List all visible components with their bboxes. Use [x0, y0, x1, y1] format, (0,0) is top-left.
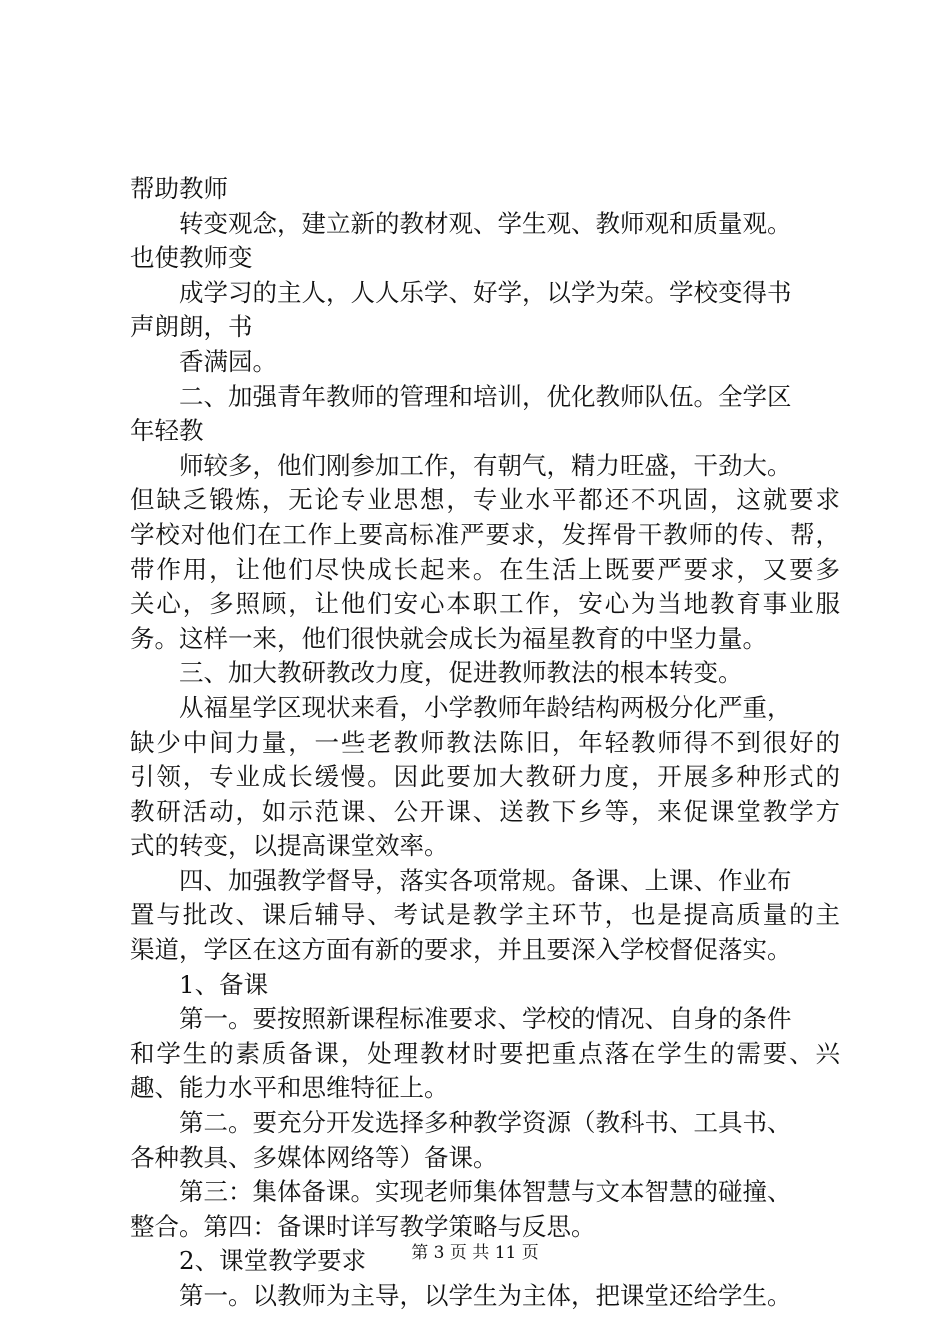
text-line: 渠道，学区在这方面有新的要求，并且要深入学校督促落实。 — [130, 935, 792, 965]
text-line: 年轻教 — [130, 416, 204, 446]
text-line: 1、备课 — [179, 969, 269, 999]
text-line: 整合。第四：备课时详写教学策略与反思。 — [130, 1211, 596, 1241]
text-line: 学校对他们在工作上要高标准严要求，发挥骨干教师的传、帮， — [130, 519, 840, 549]
text-line: 三、加大教研教改力度，促进教师教法的根本转变。 — [179, 658, 743, 688]
text-line: 各种教具、多媒体网络等）备课。 — [130, 1142, 498, 1172]
text-line: 务。这样一来，他们很快就会成长为福星教育的中坚力量。 — [130, 623, 767, 653]
text-line: 第一。以教师为主导，以学生为主体，把课堂还给学生。 — [179, 1281, 792, 1310]
text-line: 声朗朗，书 — [130, 312, 253, 342]
text-line: 师较多，他们刚参加工作，有朝气，精力旺盛，干劲大。 — [179, 450, 792, 480]
text-line: 趣、能力水平和思维特征上。 — [130, 1073, 449, 1103]
text-line: 四、加强教学督导，落实各项常规。备课、上课、作业布 — [179, 865, 792, 895]
text-line: 二、加强青年教师的管理和培训，优化教师队伍。全学区 — [179, 381, 792, 411]
text-line: 第二。要充分开发选择多种教学资源（教科书、工具书、 — [179, 1108, 792, 1138]
document-body — [130, 172, 840, 1314]
text-line: 但缺乏锻炼，无论专业思想，专业水平都还不巩固，这就要求 — [130, 485, 840, 515]
text-line: 第三：集体备课。实现老师集体智慧与文本智慧的碰撞、 — [179, 1177, 792, 1207]
text-line: 第一。要按照新课程标准要求、学校的情况、自身的条件 — [179, 1004, 792, 1034]
text-line: 成学习的主人，人人乐学、好学，以学为荣。学校变得书 — [179, 277, 792, 307]
text-line: 关心，多照顾，让他们安心本职工作，安心为当地教育事业服 — [130, 589, 840, 619]
text-line: 也使教师变 — [130, 243, 253, 273]
text-line: 引领，专业成长缓慢。因此要加大教研力度，开展多种形式的 — [130, 762, 840, 792]
text-line: 香满园。 — [179, 346, 277, 376]
text-line: 2、课堂教学要求 — [179, 1246, 367, 1276]
text-line: 和学生的素质备课，处理教材时要把重点落在学生的需要、兴 — [130, 1038, 840, 1068]
text-line: 从福星学区现状来看，小学教师年龄结构两极分化严重， — [179, 692, 792, 722]
text-line: 带作用，让他们尽快成长起来。在生活上既要严要求，又要多 — [130, 554, 840, 584]
text-line: 置与批改、课后辅导、考试是教学主环节，也是提高质量的主 — [130, 900, 840, 930]
text-line: 教研活动，如示范课、公开课、送教下乡等，来促课堂教学方 — [130, 796, 840, 826]
text-line: 式的转变，以提高课堂效率。 — [130, 831, 449, 861]
page-footer: 第 3 页 共 11 页 — [411, 1243, 539, 1263]
text-line: 帮助教师 — [130, 174, 228, 203]
text-line: 缺少中间力量，一些老教师教法陈旧，年轻教师得不到很好的 — [130, 727, 840, 757]
text-line: 转变观念，建立新的教材观、学生观、教师观和质量观。 — [179, 208, 792, 238]
